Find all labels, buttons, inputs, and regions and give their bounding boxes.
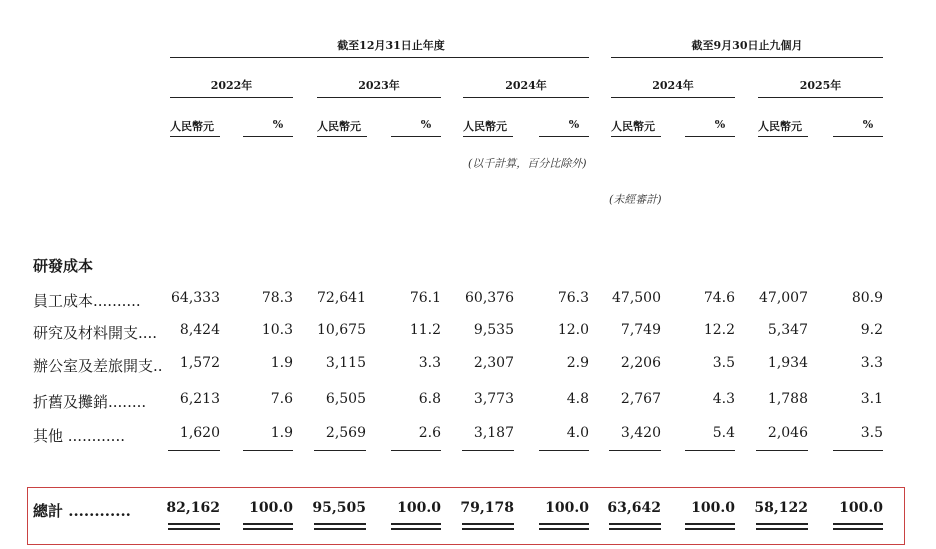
cell-amount: 5,347 (767, 322, 808, 338)
cell-amount: 72,641 (317, 290, 366, 306)
cell-amount: 7,749 (620, 322, 661, 338)
cell-percent: 10.3 (261, 322, 293, 338)
year-header-2022: 2022年 (210, 79, 253, 92)
cell-amount: 8,424 (179, 322, 220, 338)
total-amount: 79,178 (460, 500, 514, 516)
group-rule-year (170, 57, 589, 58)
cell-percent: 12.0 (557, 322, 589, 338)
cell-amount: 1,620 (179, 425, 220, 441)
subtotal-rule (609, 450, 661, 451)
total-double-rule (833, 528, 883, 530)
total-double-rule (756, 523, 808, 525)
subheader-rule (317, 136, 367, 137)
subheader-rmb: 人民幣元 (758, 120, 802, 133)
subheader-percent: % (568, 118, 580, 131)
total-percent: 100.0 (839, 500, 883, 516)
cell-amount: 47,007 (759, 290, 808, 306)
cell-amount: 2,767 (620, 391, 661, 407)
cell-percent: 4.0 (566, 425, 589, 441)
total-double-rule (539, 523, 589, 525)
cell-percent: 3.3 (860, 355, 883, 371)
cell-percent: 5.4 (712, 425, 735, 441)
group-header-nine-months: 截至9月30日止九個月 (691, 39, 803, 52)
total-label: 總計 ............ (33, 502, 131, 520)
cell-amount: 6,213 (179, 391, 220, 407)
total-percent: 100.0 (397, 500, 441, 516)
total-amount: 82,162 (166, 500, 220, 516)
cell-percent: 1.9 (270, 355, 293, 371)
cell-percent: 9.2 (860, 322, 883, 338)
subtotal-rule (756, 450, 808, 451)
subtotal-rule (391, 450, 441, 451)
subheader-rule (758, 136, 808, 137)
cell-percent: 4.8 (566, 391, 589, 407)
year-header-2024-nine: 2024年 (652, 79, 694, 92)
group-rule-nine-months (611, 57, 883, 58)
total-double-rule (462, 528, 514, 530)
note-thousands: (以千計算，百分比除外) (468, 157, 587, 170)
year-header-2025: 2025年 (799, 79, 842, 92)
total-percent: 100.0 (545, 500, 589, 516)
total-amount: 63,642 (607, 500, 661, 516)
subheader-rule (539, 136, 589, 137)
total-amount: 95,505 (312, 500, 366, 516)
cell-percent: 78.3 (261, 290, 293, 306)
subheader-rule (685, 136, 735, 137)
total-double-rule (243, 528, 293, 530)
cell-percent: 3.1 (860, 391, 883, 407)
subtotal-rule (462, 450, 514, 451)
subtotal-rule (243, 450, 293, 451)
cell-percent: 80.9 (851, 290, 883, 306)
row-label: 辦公室及差旅開支.. (33, 357, 163, 375)
subtotal-rule (685, 450, 735, 451)
row-label: 研究及材料開支.... (33, 324, 158, 342)
total-percent: 100.0 (249, 500, 293, 516)
cell-amount: 2,206 (620, 355, 661, 371)
cell-percent: 7.6 (270, 391, 293, 407)
cell-amount: 60,376 (465, 290, 514, 306)
cell-percent: 11.2 (409, 322, 441, 338)
subheader-rmb: 人民幣元 (317, 120, 361, 133)
total-double-rule (609, 528, 661, 530)
total-double-rule (168, 523, 220, 525)
subheader-percent: % (272, 118, 284, 131)
subheader-rule (611, 136, 661, 137)
cell-percent: 1.9 (270, 425, 293, 441)
year-header-2024: 2024年 (505, 79, 547, 92)
cell-amount: 3,773 (473, 391, 514, 407)
cell-amount: 47,500 (612, 290, 661, 306)
total-double-rule (243, 523, 293, 525)
note-unaudited: (未經審計) (609, 193, 662, 206)
total-double-rule (756, 528, 808, 530)
total-highlight-box (27, 487, 905, 545)
total-double-rule (833, 523, 883, 525)
subheader-rmb: 人民幣元 (611, 120, 655, 133)
cell-amount: 3,115 (325, 355, 366, 371)
subheader-rule (833, 136, 883, 137)
year-rule-2025 (758, 97, 883, 98)
total-double-rule (609, 523, 661, 525)
cell-amount: 1,788 (767, 391, 808, 407)
row-label: 員工成本.......... (33, 292, 141, 310)
total-double-rule (462, 523, 514, 525)
cell-amount: 9,535 (473, 322, 514, 338)
cell-percent: 2.6 (418, 425, 441, 441)
subheader-rule (243, 136, 293, 137)
total-double-rule (168, 528, 220, 530)
cell-percent: 2.9 (566, 355, 589, 371)
cell-amount: 3,420 (620, 425, 661, 441)
row-label: 折舊及攤銷........ (33, 393, 147, 411)
total-double-rule (391, 523, 441, 525)
year-rule-2024 (463, 97, 589, 98)
cell-percent: 6.8 (418, 391, 441, 407)
cell-percent: 3.3 (418, 355, 441, 371)
year-rule-2024-nine (611, 97, 735, 98)
cell-amount: 6,505 (325, 391, 366, 407)
cell-amount: 2,569 (325, 425, 366, 441)
total-double-rule (539, 528, 589, 530)
cell-amount: 64,333 (171, 290, 220, 306)
total-double-rule (685, 523, 735, 525)
subheader-percent: % (862, 118, 874, 131)
subheader-percent: % (714, 118, 726, 131)
total-percent: 100.0 (691, 500, 735, 516)
subtotal-rule (314, 450, 366, 451)
subtotal-rule (833, 450, 883, 451)
subtotal-rule (168, 450, 220, 451)
cell-percent: 3.5 (860, 425, 883, 441)
total-double-rule (391, 528, 441, 530)
cell-percent: 12.2 (703, 322, 735, 338)
cell-amount: 10,675 (317, 322, 366, 338)
cell-percent: 76.3 (557, 290, 589, 306)
row-label: 其他 ............ (33, 427, 125, 445)
subheader-percent: % (420, 118, 432, 131)
total-double-rule (314, 523, 366, 525)
cell-percent: 74.6 (703, 290, 735, 306)
year-rule-2022 (170, 97, 293, 98)
cell-percent: 3.5 (712, 355, 735, 371)
cell-amount: 3,187 (473, 425, 514, 441)
group-header-year: 截至12月31日止年度 (337, 39, 445, 52)
year-rule-2023 (317, 97, 441, 98)
subheader-rule (463, 136, 513, 137)
year-header-2023: 2023年 (358, 79, 400, 92)
cell-percent: 4.3 (712, 391, 735, 407)
cell-amount: 1,572 (179, 355, 220, 371)
subtotal-rule (539, 450, 589, 451)
cell-amount: 2,307 (473, 355, 514, 371)
cell-percent: 76.1 (409, 290, 441, 306)
total-amount: 58,122 (754, 500, 808, 516)
cell-amount: 1,934 (767, 355, 808, 371)
section-title: 研發成本 (33, 257, 94, 275)
subheader-rmb: 人民幣元 (463, 120, 507, 133)
subheader-rmb: 人民幣元 (170, 120, 214, 133)
total-double-rule (314, 528, 366, 530)
subheader-rule (170, 136, 220, 137)
cell-amount: 2,046 (767, 425, 808, 441)
total-double-rule (685, 528, 735, 530)
subheader-rule (391, 136, 441, 137)
